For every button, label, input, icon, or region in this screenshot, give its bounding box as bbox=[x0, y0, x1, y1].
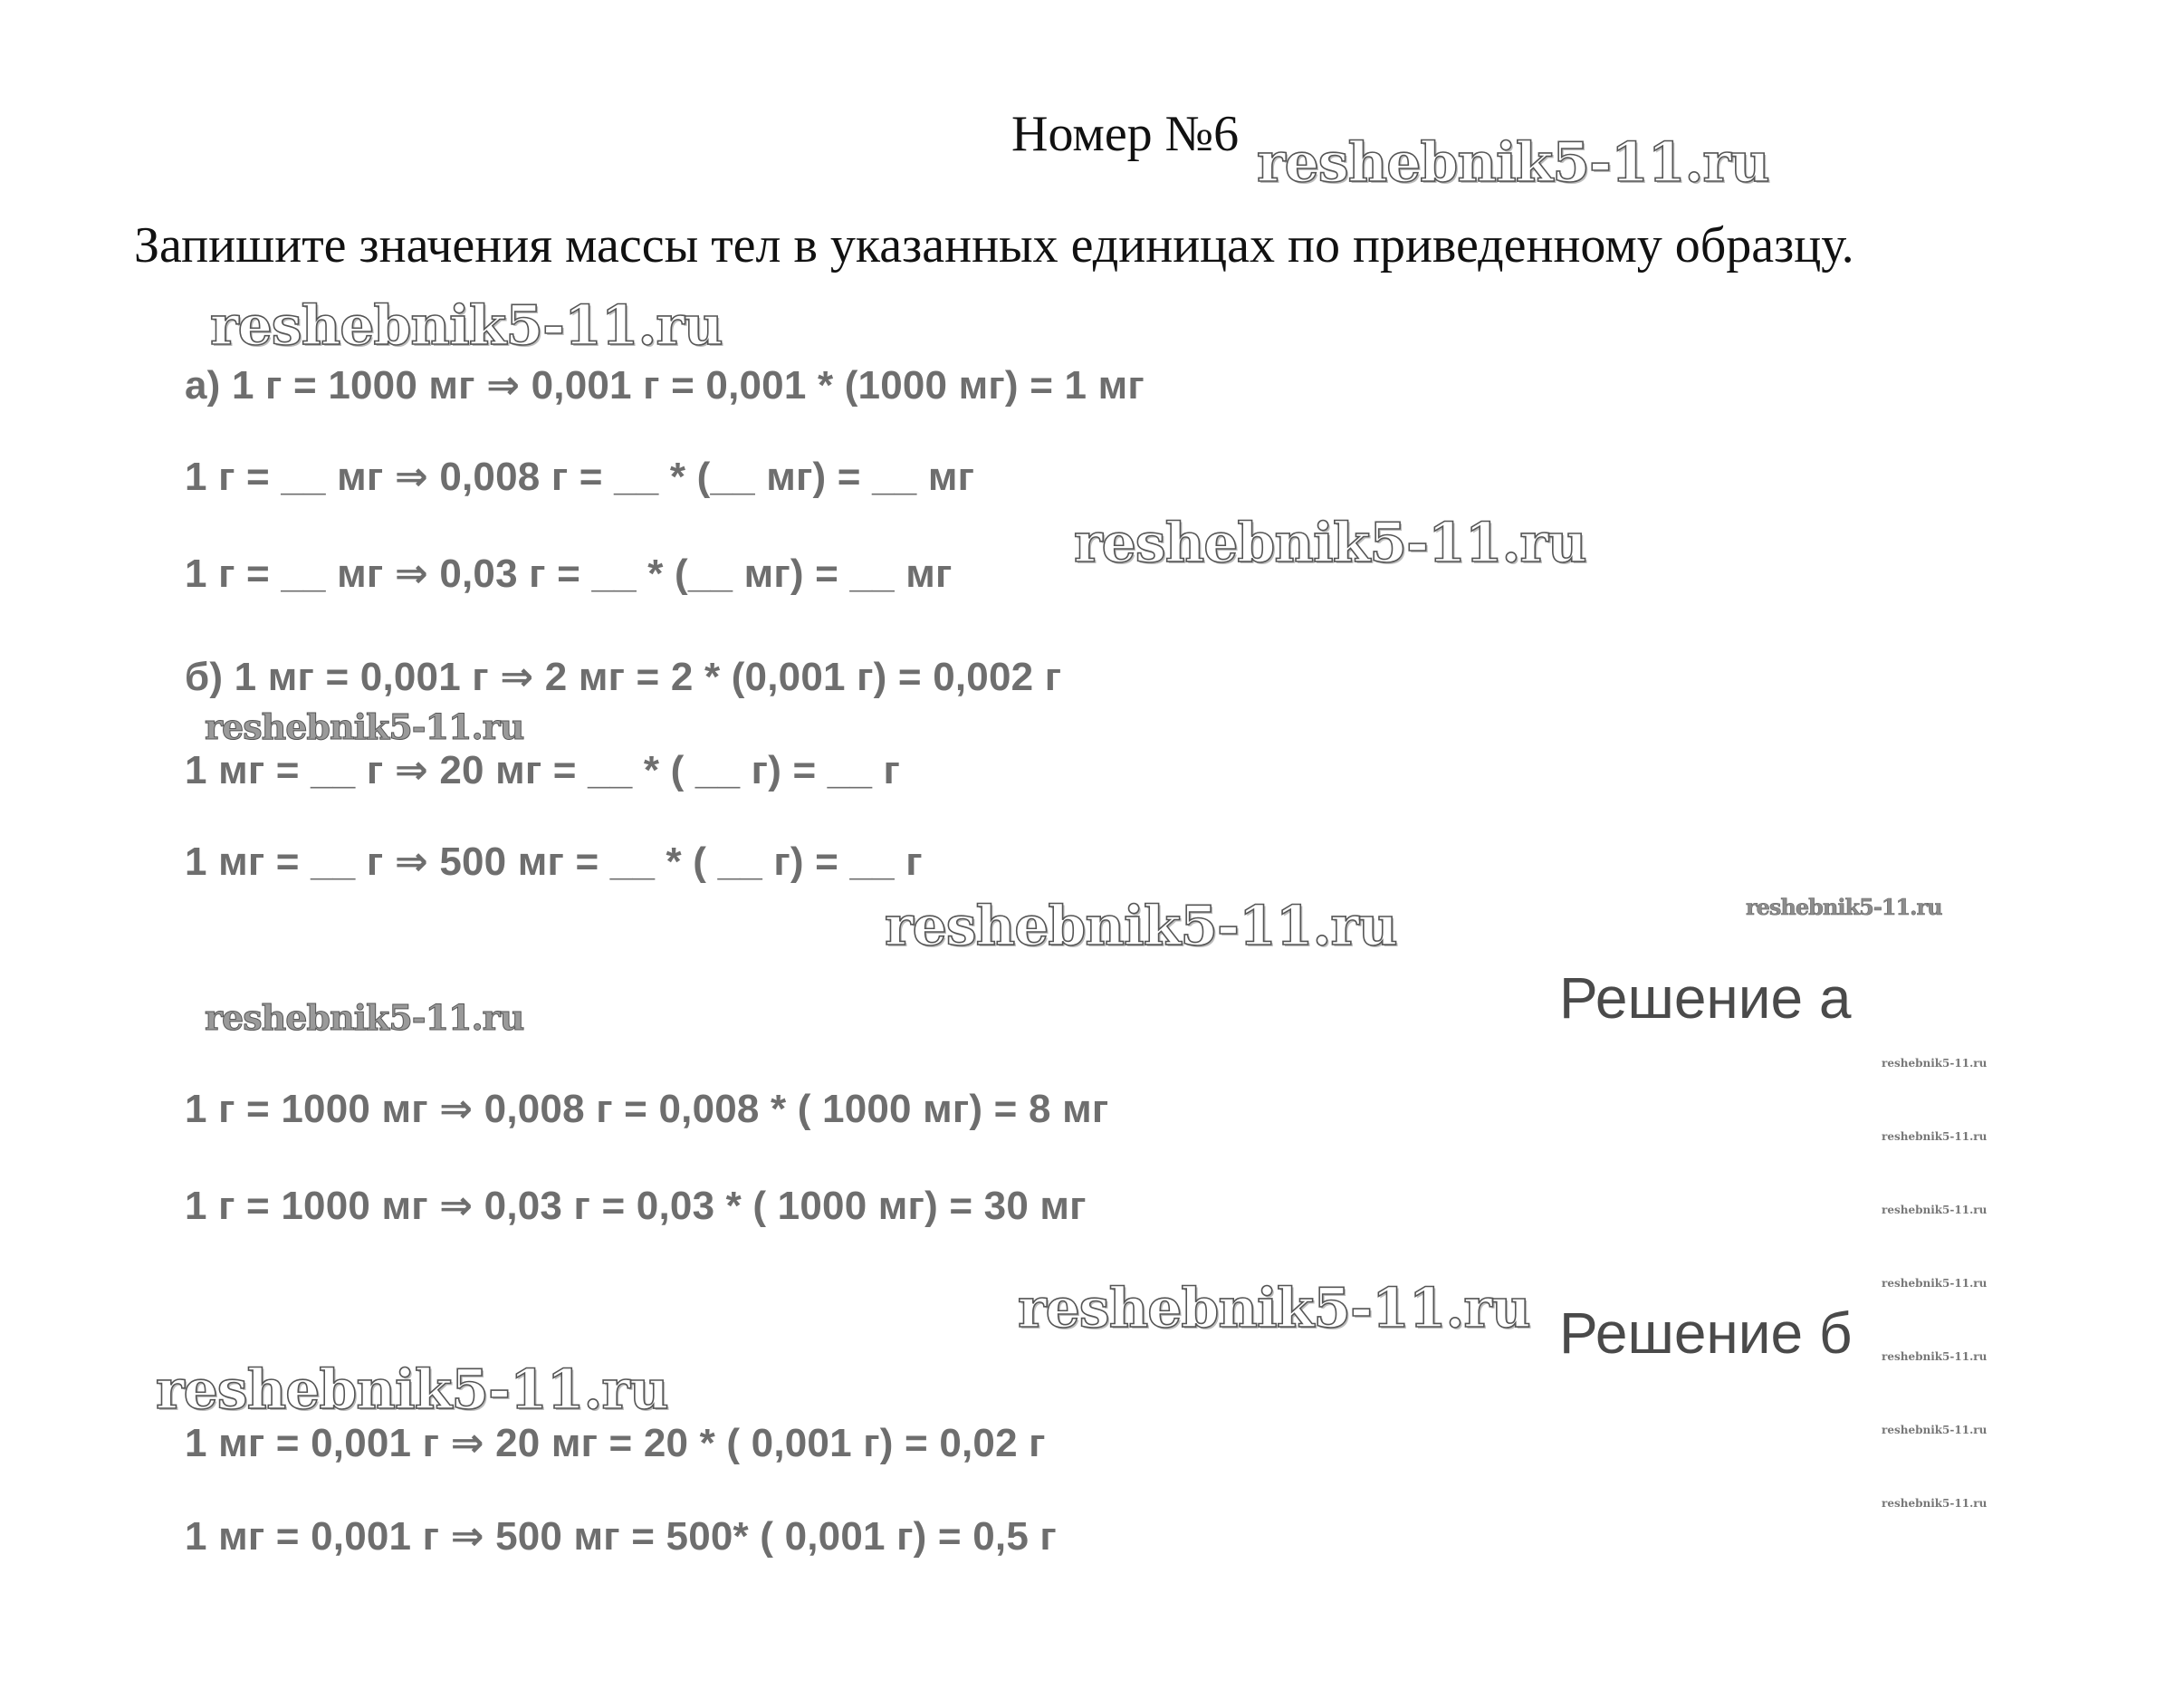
watermark-text: reshebnik5-11.ru bbox=[205, 997, 524, 1038]
watermark-text: reshebnik5-11.ru bbox=[1882, 1424, 1988, 1436]
watermark-text: reshebnik5-11.ru bbox=[1882, 1277, 1988, 1290]
watermark-text: reshebnik5-11.ru bbox=[1882, 1057, 1988, 1070]
watermark-text: reshebnik5-11.ru bbox=[205, 706, 524, 747]
problem-b-line-1: 1 мг = __ г ⇒ 20 мг = __ * ( __ г) = __ г bbox=[185, 748, 901, 792]
problem-b-line-2: 1 мг = __ г ⇒ 500 мг = __ * ( __ г) = __ г bbox=[185, 840, 923, 884]
solution-b-line-1: 1 мг = 0,001 г ⇒ 20 мг = 20 * ( 0,001 г) = 0,02 г bbox=[185, 1421, 1046, 1465]
task-text: Запишите значения массы тел в указанных единицах по приведенному образцу. bbox=[134, 217, 1854, 273]
watermark-text: reshebnik5-11.ru bbox=[156, 1358, 668, 1422]
solution-b-line-2: 1 мг = 0,001 г ⇒ 500 мг = 500* ( 0,001 г) = 0,5 г bbox=[185, 1514, 1057, 1559]
watermark-text: reshebnik5-11.ru bbox=[1882, 1350, 1988, 1363]
watermark-text: reshebnik5-11.ru bbox=[1882, 1130, 1988, 1143]
problem-a-example: а) 1 г = 1000 мг ⇒ 0,001 г = 0,001 * (1000 мг) = 1 мг bbox=[185, 363, 1145, 408]
watermark-text: reshebnik5-11.ru bbox=[210, 294, 723, 358]
solution-a-line-1: 1 г = 1000 мг ⇒ 0,008 г = 0,008 * ( 1000 мг) = 8 мг bbox=[185, 1087, 1109, 1131]
solution-a-line-2: 1 г = 1000 мг ⇒ 0,03 г = 0,03 * ( 1000 мг) = 30 мг bbox=[185, 1184, 1087, 1228]
watermark-text: reshebnik5-11.ru bbox=[1746, 894, 1942, 920]
watermark-text: reshebnik5-11.ru bbox=[1018, 1277, 1530, 1340]
problem-b-example: б) 1 мг = 0,001 г ⇒ 2 мг = 2 * (0,001 г) = 0,002 г bbox=[185, 655, 1062, 699]
watermark-text: reshebnik5-11.ru bbox=[885, 895, 1397, 958]
watermark-text: reshebnik5-11.ru bbox=[1882, 1204, 1988, 1216]
watermark-text: reshebnik5-11.ru bbox=[1882, 1497, 1988, 1510]
solution-a-heading: Решение а bbox=[1559, 965, 1852, 1031]
watermark-text: reshebnik5-11.ru bbox=[1074, 512, 1586, 575]
solution-b-heading: Решение б bbox=[1559, 1300, 1853, 1366]
problem-a-line-2: 1 г = __ мг ⇒ 0,03 г = __ * (__ мг) = __ мг bbox=[185, 552, 953, 596]
problem-a-line-1: 1 г = __ мг ⇒ 0,008 г = __ * (__ мг) = __ мг bbox=[185, 455, 975, 499]
page-title: Номер №6 bbox=[1011, 106, 1240, 162]
watermark-text: reshebnik5-11.ru bbox=[1257, 131, 1769, 195]
